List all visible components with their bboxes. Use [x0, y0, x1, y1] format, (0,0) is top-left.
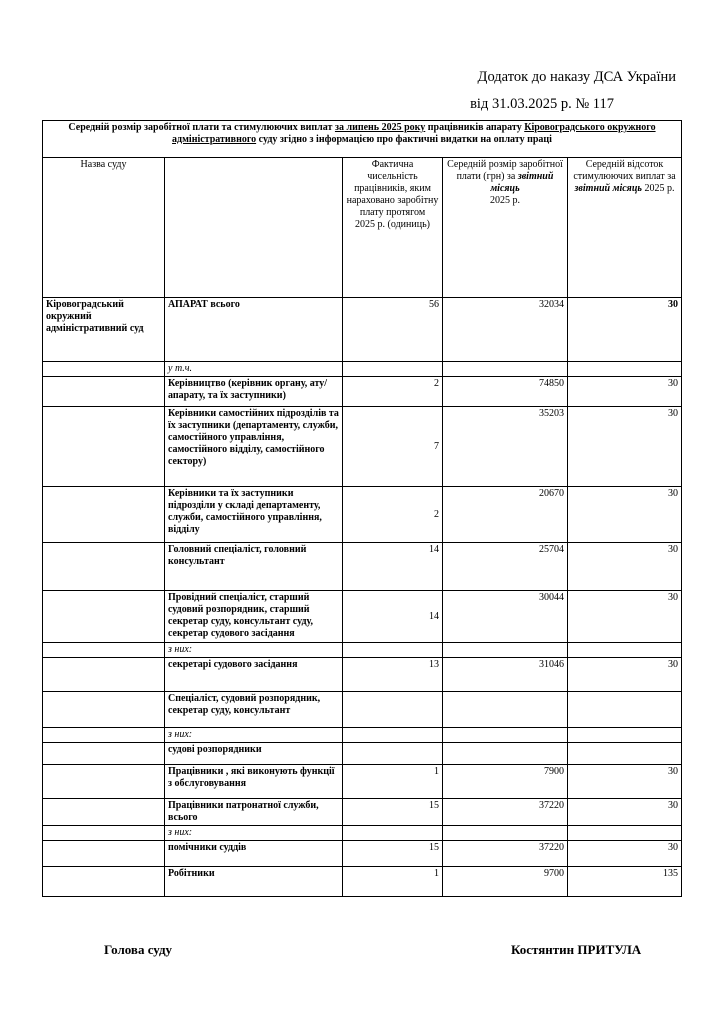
order-reference: Додаток до наказу ДСА України — [477, 69, 676, 85]
row-salary: 31046 — [443, 658, 568, 692]
row-percent: 30 — [568, 591, 682, 643]
row-percent: 30 — [568, 377, 682, 407]
row-label: Працівники патронатної служби, всього — [165, 799, 343, 826]
row-label: АПАРАТ всього — [165, 298, 343, 362]
row-label: Працівники , які виконують функції з обслуговування — [165, 765, 343, 799]
row-count: 15 — [343, 799, 443, 826]
row-label: помічники суддів — [165, 841, 343, 867]
row-salary: 30044 — [443, 591, 568, 643]
column-header-blank — [165, 158, 343, 298]
row-percent: 30 — [568, 765, 682, 799]
row-salary: 20670 — [443, 487, 568, 543]
row-label: Головний спеціаліст, головний консультант — [165, 543, 343, 591]
row-label: Спеціаліст, судовий розпорядник, секретар суду, консультант — [165, 692, 343, 728]
row-salary: 37220 — [443, 841, 568, 867]
column-header-court: Назва суду — [43, 158, 165, 298]
row-label: Провідний спеціаліст, старший судовий розпорядник, старший секретар суду, консультант суду, секретар судового засідання — [165, 591, 343, 643]
order-date-number: від 31.03.2025 р. № 117 — [470, 96, 614, 112]
row-count: 14 — [343, 543, 443, 591]
row-salary: 25704 — [443, 543, 568, 591]
column-header-headcount: Фактична чисельність працівників, яким нараховано заробітну плату протягом 2025 р. (одиниць) — [343, 158, 443, 298]
row-count: 7 — [343, 407, 443, 487]
row-label: секретарі судового засідання — [165, 658, 343, 692]
row-label: Керівники самостійних підрозділів та їх заступники (департаменту, служби, самостійного управління, самостійного відділу, самостійного сектору) — [165, 407, 343, 487]
row-count: 56 — [343, 298, 443, 362]
row-percent: 135 — [568, 867, 682, 897]
row-label: Керівництво (керівник органу, ату/апарату, та їх заступники) — [165, 377, 343, 407]
row-label: Робітники — [165, 867, 343, 897]
row-label: судові розпорядники — [165, 743, 343, 765]
salary-table — [42, 120, 682, 897]
row-salary: 9700 — [443, 867, 568, 897]
row-salary: 74850 — [443, 377, 568, 407]
column-header-salary: Середній розмір заробітної плати (грн) за звітний місяць 2025 р. — [443, 158, 568, 298]
row-count: 13 — [343, 658, 443, 692]
table-title: Середній розмір заробітної плати та стимулюючих виплат за липень 2025 року працівників апарату Кіровоградського окружного адміністративного суду згідно з інформацією про фактичні видатки на оплату праці — [43, 121, 682, 158]
court-name: Кіровоградський окружний адміністративний суд — [43, 298, 165, 362]
row-count: 14 — [343, 591, 443, 643]
row-count: 1 — [343, 867, 443, 897]
row-salary: 35203 — [443, 407, 568, 487]
row-count: 1 — [343, 765, 443, 799]
row-percent: 30 — [568, 407, 682, 487]
row-count: 2 — [343, 377, 443, 407]
row-percent: 30 — [568, 658, 682, 692]
row-count: 2 — [343, 487, 443, 543]
row-label: з них: — [165, 826, 343, 841]
row-label: у т.ч. — [165, 362, 343, 377]
row-label: з них: — [165, 643, 343, 658]
row-label: з них: — [165, 728, 343, 743]
row-percent: 30 — [568, 298, 682, 362]
signature-name: Костянтин ПРИТУЛА — [511, 942, 642, 957]
row-salary: 37220 — [443, 799, 568, 826]
row-percent: 30 — [568, 543, 682, 591]
row-percent: 30 — [568, 799, 682, 826]
row-salary: 7900 — [443, 765, 568, 799]
row-count: 15 — [343, 841, 443, 867]
column-header-bonus: Середній відсоток стимулюючих виплат за звітний місяць 2025 р. — [568, 158, 682, 298]
row-salary: 32034 — [443, 298, 568, 362]
row-percent: 30 — [568, 841, 682, 867]
signature-position: Голова суду — [104, 942, 173, 957]
row-percent: 30 — [568, 487, 682, 543]
row-label: Керівники та їх заступники підрозділи у складі департаменту, служби, самостійного управління, відділу — [165, 487, 343, 543]
